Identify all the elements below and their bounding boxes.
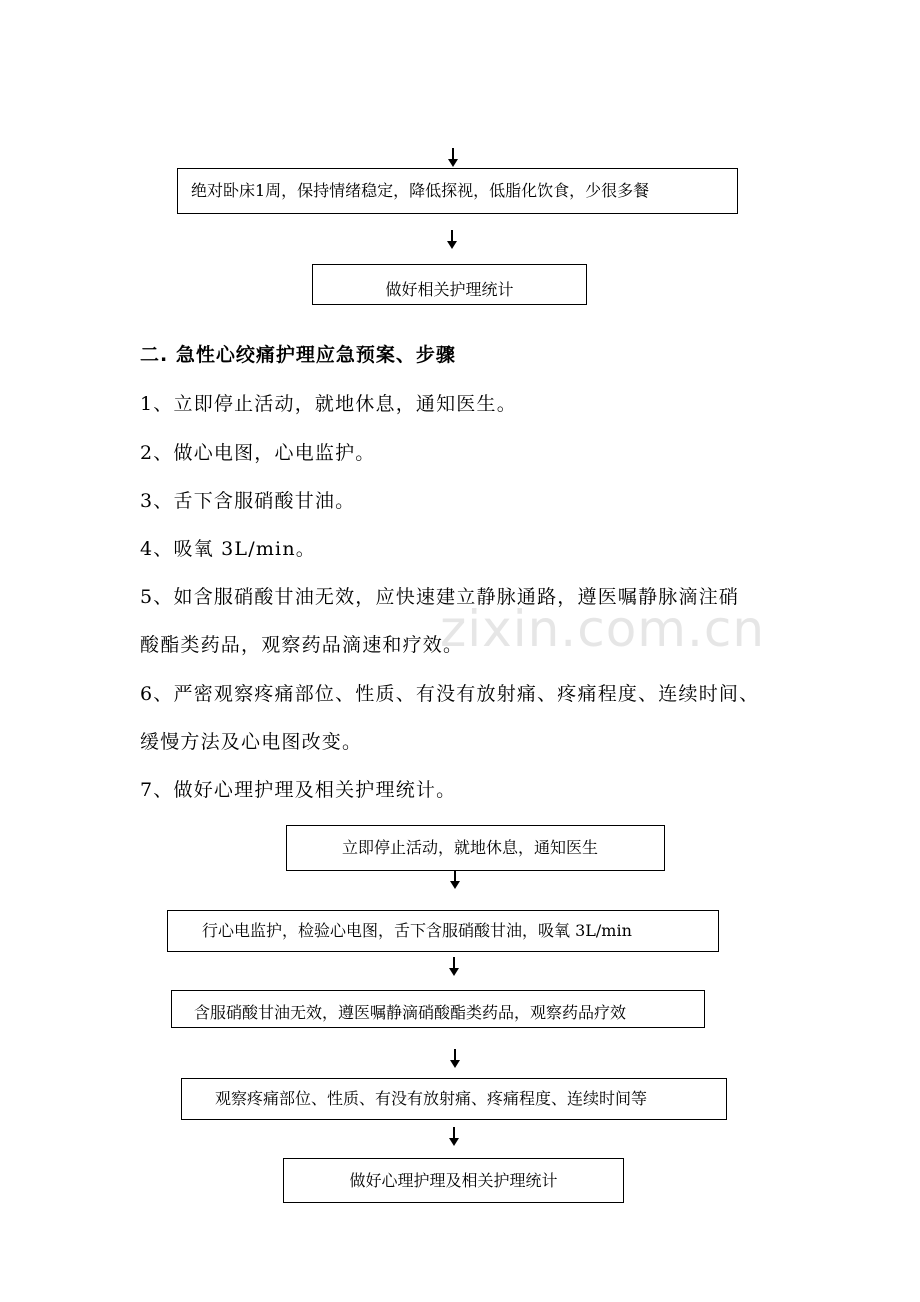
step-5: 5、如含服硝酸甘油无效，应快速建立静脉通路，遵医嘱静脉滴注硝 bbox=[140, 586, 740, 608]
flow-box-stop-activity bbox=[286, 825, 665, 871]
watermark: zixin.com.cn bbox=[440, 600, 766, 658]
section-heading: 二. 急性心绞痛护理应急预案、步骤 bbox=[140, 344, 456, 366]
flow-arrow bbox=[449, 1049, 461, 1069]
flow-box-ecg-monitor bbox=[167, 910, 719, 952]
step-3: 3、舌下含服硝酸甘油。 bbox=[140, 490, 356, 512]
flow-box-text: 做好心理护理及相关护理统计 bbox=[349, 1170, 558, 1190]
flow-arrow bbox=[446, 230, 458, 250]
flow-box-text: 绝对卧床1周，保持情绪稳定，降低探视，低脂化饮食，少很多餐 bbox=[191, 181, 650, 200]
flow-arrow bbox=[448, 957, 460, 977]
step-5-cont: 酸酯类药品，观察药品滴速和疗效。 bbox=[140, 634, 464, 656]
flow-box-care-records bbox=[283, 1158, 624, 1203]
flow-box-text: 立即停止活动，就地休息，通知医生 bbox=[342, 838, 599, 857]
step-4: 4、吸氧 3L/min。 bbox=[140, 538, 316, 560]
flow-box-text: 含服硝酸甘油无效，遵医嘱静滴硝酸酯类药品，观察药品疗效 bbox=[194, 1003, 627, 1022]
flow-arrow bbox=[449, 870, 461, 890]
flow-box-nitrate-therapy bbox=[171, 990, 705, 1028]
flow-arrow bbox=[447, 148, 459, 168]
flow-box-text: 观察疼痛部位、性质、有没有放射痛、疼痛程度、连续时间等 bbox=[215, 1089, 648, 1108]
step-6: 6、严密观察疼痛部位、性质、有没有放射痛、疼痛程度、连续时间、 bbox=[140, 683, 760, 705]
flow-box-observe-pain bbox=[181, 1078, 727, 1120]
step-2: 2、做心电图，心电监护。 bbox=[140, 442, 376, 464]
step-6-cont: 缓慢方法及心电图改变。 bbox=[140, 731, 363, 753]
flow-box-bed-rest bbox=[177, 168, 738, 214]
flow-box-text: 做好相关护理统计 bbox=[385, 279, 514, 299]
flow-box-text: 行心电监护，检验心电图，舌下含服硝酸甘油，吸氧 3L/min bbox=[202, 921, 632, 940]
step-1: 1、立即停止活动，就地休息，通知医生。 bbox=[140, 393, 517, 415]
flow-box-records bbox=[312, 264, 587, 305]
step-7: 7、做好心理护理及相关护理统计。 bbox=[140, 779, 457, 801]
flow-arrow bbox=[448, 1127, 460, 1147]
